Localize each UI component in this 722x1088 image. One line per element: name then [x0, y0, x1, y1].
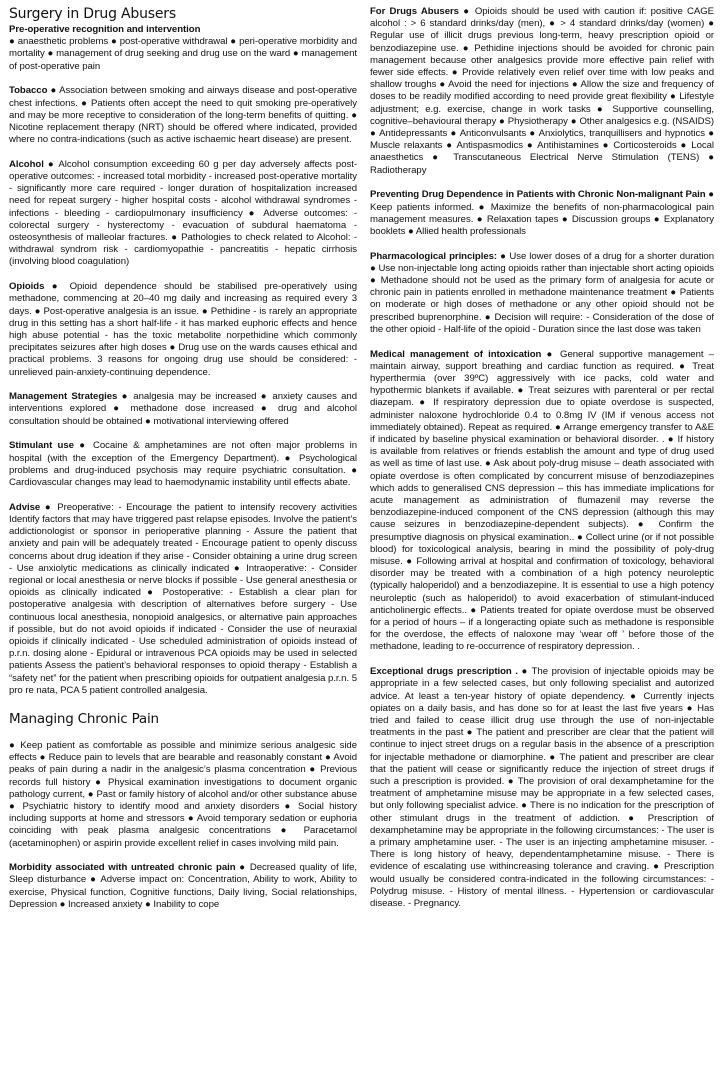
section-title: Alcohol	[9, 158, 44, 170]
section-title: Pre-operative recognition and intervention	[9, 24, 201, 35]
section-title: Tobacco	[9, 85, 48, 97]
section-title: Pharmacological principles:	[370, 250, 498, 262]
section-title: Morbidity associated with untreated chronic pain	[9, 862, 236, 874]
right-column	[370, 6, 714, 1088]
section-text: ● analgesia may be increased ● anxiety causes and interventions explored ● methadone dose increased ● drug and alcohol consultation should be obtained ● motivational interviewing offered	[9, 391, 357, 427]
section-title: For Drugs Abusers	[370, 6, 459, 17]
left-column	[9, 6, 357, 1088]
section-title: Opioids	[9, 281, 45, 293]
section-text: ● Cocaine & amphetamines are not often major problems in hospital (with the exception of the Emergency Department). ● Psychological problems and drug-induced psychosis may require psychiatric consultation. ● Cardiovascular changes may lead to haemodynamic instability until effects abate.	[9, 440, 357, 488]
section-title: Stimulant use	[9, 440, 74, 452]
section-text: ● Use lower doses of a drug for a shorter duration ● Use non-injectable long acting opioids rather than injectable short acting opioids ● Methadone should not be used as the primary form of analgesia for acute or chronic pain in patients enrolled in methadone maintenance treatment ● Patients on moderate or high doses of methadone or any other opioid should not be prescribed buprenorphine. ● Decision will require: - Consideration of the dose of the other opioid - Half-life of the opioid - Duration since the last dose was taken	[370, 250, 714, 335]
section-pharmacological	[370, 251, 714, 336]
section-text: ● The provision of injectable opioids may be appropriate in a few selected cases, but only following specialist and autorized advice. At least a ten-year history of opiate dependency. ● Currently injects opiates on a daily basis, and has done so for at least the last five years ● Has tried and failed to cease illicit drug use through the use of non-injectable treatments in the past ● The patient and prescriber are clear that the patient will continue to inject street drugs on a regular basis in the absence of a prescription for injectable methadone or diamorphine. ● The patient and prescriber are clear that the patient will cease or significantly reduce the injection of street drugs if such a prescription is provided. ● The provision of oral dexamphetamine for the treatment of amphetamine misuse may be appropriate in a few selected cases, but only following specialist advice. ● There is no indication for the prescription of other stimulant drugs in the treatment of addiction. ● Prescription of dexamphetamine may be appropriate in the following circumstances: - The user is a primary amphetamine user. - The user is an injecting amphetamine misuser. - There is long history of heavy, dependentamphetamine misuse. - There is evidence of escalating use withincreasing tolerance and craving. ● Prescription would usually be considered contra-indicated in the following circumstances: - Polydrug misuse. - History of mental illness. - Hypertension or cardiovascular disease. - Pregnancy.	[370, 666, 714, 910]
section-chronic	[9, 740, 357, 850]
section-text: ● Alcohol consumption exceeding 60 g per day adversely affects post-operative outcomes: - increased total morbidity - increased post-operative mortality - significantly more care required - longer duration of hospitalization increased need for repeat surgery - higher hospital costs - alcohol withdrawal syndromes - infections - bleeding - cardiopulmonary insufficiency ● Adverse outcomes: - colorectal surgery - hysterectomy - evacuation of subdural haematoma - osteosynthesis of malleolar fractures. ● Pathologies to check related to Alcohol: - withdrawal syndrom risk - cardiomyopathie - pancreatitis - hepatic cirrhosis (involving blood coagulation)	[9, 158, 357, 268]
section-management	[9, 391, 357, 428]
section-title: Exceptional drugs prescription .	[370, 666, 518, 678]
section-advise	[9, 502, 357, 697]
section-preventing	[370, 189, 714, 238]
section-morbidity	[9, 862, 357, 911]
section-exceptional	[370, 666, 714, 910]
section-text: ● Opioids should be used with caution if: positive CAGE alcohol : > 6 standard drinks/day (men), ● > 4 standard drinks/day (women) ● Regular use of illicit drugs previous long-term, heavy prescription opioid or benzodiazepine use. ● Pethidine injections should be avoided for chronic pain management because other analgesics provide more effective pain relief with fewer side effects. ● Provide relatively even relief over time with low peaks and shallow troughs ● Avoid the need for injections ● Allow the size and frequency of doses to be readily modified according to need provide great flexibility ● Lifestyle adjustment; e.g. exercise, change in work tasks ● Supportive counselling, cognitive–behavioural therapy ● Physiotherapy ● Other analgesics e.g. (NSAIDS) ● Antidepressants ● Anticonvulsants ● Anxiolytics, tranquillisers and hypnotics ● Muscle relaxants ● Antispasmodics ● Antihistamines ● Corticosteroids ● Local anaesthetics ● Transcutaneous Electrical Nerve Stimulation (TENS) ● Radiotherapy	[370, 6, 714, 176]
section-text: ● General supportive management – maintain airway, support breathing and cardiac function as required. ● Treat hyperthermia (over 39ºC) aggressively with ice packs, cold water and hypothermic blankets if available. ● Treat seizures with parenteral or per rectal diazepam. ● If respiratory depression due to opiate overdose is suspected, administer naloxone hydrochloride 0.4 to 0.8mg IV (IM if venous access not immediately obtained). Repeat as required. ● Arrange emergency transfer to A&E if indicated by baseline physical examination or behavioral disorder. . ● If history is available from relatives or friends establish the amount and type of drug used as well as time of last use. ● Ask about poly-drug misuse – death associated with opiate overdose is often complicated by concurrent misuse of benzodiazepines which adds to generalised CNS depression – this has immediate implications for acute management as administration of flumazenil may reverse the benzodiazepine-induced component of the CNS depression (although this may cause seizures in benzodiazepine-dependent subjects). ● Confirm the presumptive diagnosis on physical examination.. ● Collect urine (or if not possible blood) for toxicological analysis, bearing in mind the possibility of poly-drug misuse. ● Following arrival at hospital and confirmation of toxicology, behavioral disorder may be treated with a combination of a high potency neuroleptic (typically haloperidol) and a benzodiazepine. It is essential to use a high potency neuroleptic (such as haloperidol) to avoid exacerbation of stimulant-induced anticholinergic effects.. ● Patients treated for opiate overdose must be observed for a period of hours – if a longeracting opiate such as methadone is responsible for the overdose, the effects of naloxone may ‘wear off ’ before those of the methadone, leading to re-occurrence of respiratory depression. .	[370, 348, 714, 653]
section-text: ● Opioid dependence should be stabilised pre-operatively using methadone, commencing at 20–40 mg daily and increasing as required every 3 days. ● Post-operative analgesia is an issue. ● Pethidine - is rarely an appropriate drug in this setting has a short half-life - it has marked euphoric effects and hence high abuse potential - has the toxic metabolite norpethidine which commonly precipitates seizures after high doses ● Drug use on the wards causes ethical and practical problems. 3 reasons for ongoing drug use should be considered: -unrelieved pain-anxiety-continuing dependence.	[9, 281, 357, 378]
section-title: Advise	[9, 501, 41, 513]
section-title: Preventing Drug Dependence in Patients with Chronic Non-malignant Pain	[370, 189, 706, 201]
section-title: Medical management of intoxication	[370, 348, 542, 360]
section-alcohol	[9, 159, 357, 269]
section-text: ● Keep patients informed. ● Maximize the benefits of non-pharmacological pain management measures. ● Relaxation tapes ● Discussion groups ● Explanatory booklets ● Allied health professionals	[370, 189, 714, 237]
section-preop	[9, 24, 357, 73]
section-text: ● Association between smoking and airways disease and post-operative chest infections. ● Patients often accept the need to quit smoking pre-operatively and may be more receptive to consideration of the long-term benefits of quitting. ● Nicotine replacement therapy (NRT) should be offered where indicated, provided where no contra-indications (such as active ischaemic heart disease) are present.	[9, 85, 357, 146]
section-title: Management Strategies	[9, 391, 118, 403]
section-text: ● Decreased quality of life, Sleep disturbance ● Adverse impact on: Concentration, Ability to work, Ability to exercise, Physical function, Cognitive functions, Daily living, Social relationships, Depression ● Increased anxiety ● Inability to cope	[9, 862, 357, 910]
section-for-drug-abusers	[370, 6, 714, 177]
section-tobacco	[9, 85, 357, 146]
column-gutter	[357, 6, 370, 1088]
section-stimulant	[9, 440, 357, 489]
chronic-pain-heading: Managing Chronic Pain	[9, 710, 159, 727]
section-opioids	[9, 281, 357, 379]
section-text: ● anaesthetic problems ● post-operative withdrawal ● peri-operative morbidity and mortality ● management of drug seeking and drug use on the ward ● management of post-operative pain	[9, 36, 357, 72]
section-intoxication	[370, 349, 714, 654]
section-text: ● Preoperative: - Encourage the patient to intensify recovery activities Identify factors that may have triggered past relapse episodes. Involve the patient’s addictionologist or sponsor in perioperative planning - Assure the patient that anxiety and pain will be adequately treated - Encourage patient to openly discuss concerns about drug ideation if they arise - Consider obtaining a urine drug screen - Use anxiolytic medications as clinically indicated ● Intraoperative: - Consider regional or local anesthesia or nerve blocks if possible - Use general anesthesia or opioids as clinically indicated ● Postoperative: - Establish a clear plan for postoperative analgesia with description of alternatives before surgery - Use continuous local anesthesia, nonopioid analgesics, or alternative pain approaches if possible, but do not avoid opioids if indicated - Consider the use of neuraxial opioids if clinically indicated - Use scheduled administration of opioids instead of p.r.n. dosing alone - Epidural or intravenous PCA opioids may be used in selected patients Assess the patient’s behavioral responses to opioid therapy - Establish a “safety net” for the patient when prescribing opioids for outpatient analgesia p.r.n. 5 pro re nata, PCA 5 patient controlled analgesia.	[9, 501, 357, 696]
page-title: Surgery in Drug Abusers	[9, 6, 176, 22]
section-text: ● Keep patient as comfortable as possible and minimize serious analgesic side effects ● Reduce pain to levels that are bearable and reasonably constant ● Avoid peaks of pain during a nadir in the analgesic’s plasma concentration ● Previous records full history ● Physical examination investigations to document organic pathology current, ● Past or family history of alcohol and/or other substance abuse ● Psychiatric history to identify mood and anxiety disorders ● Social history including supports at home and stressors ● Avoid temporary sedation or euphoria coinciding with peak plasma analgesic concentrations ● Paracetamol (acetaminophen) or aspirin provide excellent relief in cases involving mild pain.	[9, 739, 357, 849]
